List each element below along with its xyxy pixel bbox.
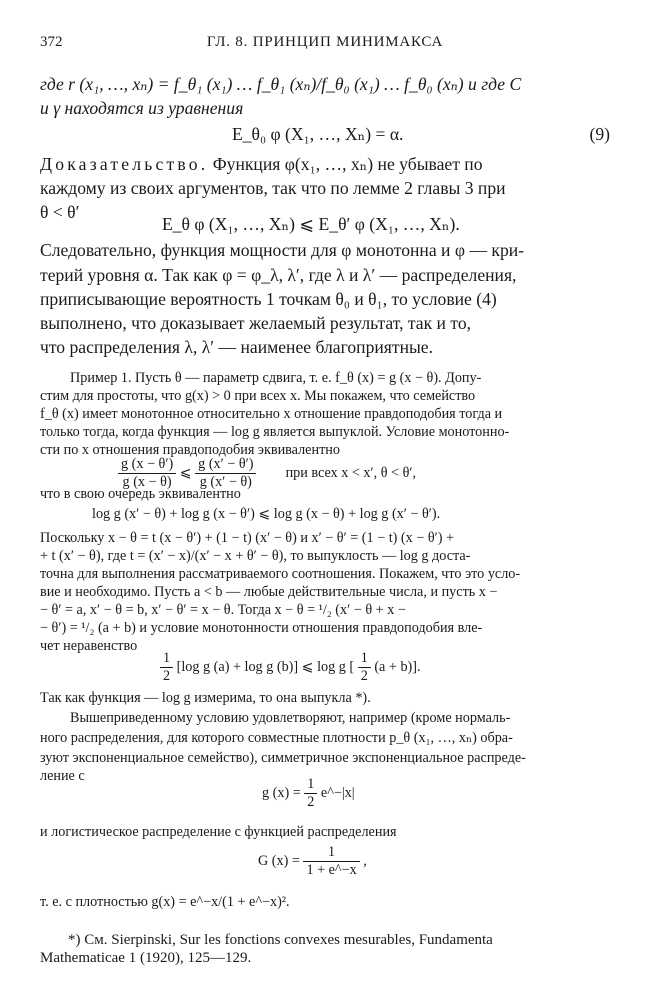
equation-text: G (x) = [258,852,300,869]
example-line: т. е. с плотностью g(x) = e^−x/(1 + e^−x)². [40,894,290,910]
text-line: терий уровня α. Так как φ = φ_λ, λ′, где λ и λ′ — распределения, [40,265,517,285]
example-line: зуют экспоненциальное семейство), симметричное экспоненциальное распреде- [40,750,526,766]
text-line: каждому из своих аргументов, так что по лемме 2 главы 3 при [40,178,506,198]
fraction-numerator: 1 [160,650,173,668]
footnote-line: *) См. Sierpinski, Sur les fonctions convexes mesurables, Fundamenta [68,932,493,948]
example-line: точна для выполнения рассматриваемого соотношения. Покажем, что это усло- [40,566,521,582]
text-span: Функция φ(x₁, …, xₙ) не убывает по [208,154,483,174]
equation-text: (a + b)]. [374,658,421,675]
page-number: 372 [40,34,63,50]
fraction [303,844,359,879]
text-line: θ < θ′ [40,202,80,222]
text-line: и γ находятся из уравнения [40,98,244,118]
equation-number: (9) [589,124,610,144]
running-title: ГЛ. 8. ПРИНЦИП МИНИМАКСА [206,34,444,50]
text-line: где r (x₁, …, xₙ) = f_θ₁ (x₁) … f_θ₁ (xₙ)/f_θ₀ (x₁) … f_θ₀ (xₙ) и где C [40,74,522,94]
example-line: Пример 1. Пусть θ — параметр сдвига, т. е. f_θ (x) = g (x − θ). Допу- [70,370,482,386]
example-line: Так как функция — log g измерима, то она выпукла *). [40,690,371,706]
equation-text: e^−|x| [320,784,355,801]
fraction-numerator: 1 [304,776,317,794]
fraction-denominator: g (x − θ) [122,474,172,491]
text-line: что распределения λ, λ′ — наименее благоприятные. [40,337,434,357]
equation [262,776,355,811]
equation [160,650,421,685]
fraction-numerator: 1 [303,844,359,862]
equation-text: , [363,852,367,869]
example-line: и логистическое распределение с функцией распределения [40,824,397,840]
fraction-numerator: 1 [358,650,371,668]
example-line: вие и необходимо. Пусть a < b — любые действительные числа, и пусть x − [40,584,498,600]
example-line: чет неравенство [40,638,138,654]
equation-text: [log g (a) + log g (b)] ⩽ log g [ [176,658,355,675]
fraction-denominator: 1 + e^−x [306,862,357,879]
proof-heading: Доказательство. [40,154,209,174]
equation: E_θ φ (X₁, …, Xₙ) ⩽ E_θ′ φ (X₁, …, Xₙ). [162,214,460,234]
example-line: что в свою очередь эквивалентно [40,486,241,502]
page-header [40,34,610,56]
fraction [160,650,173,685]
fraction [304,776,317,811]
text-line: выполнено, что доказывает желаемый результат, так и то, [40,313,472,333]
example-line: ление с [40,768,85,784]
example-line: f_θ (x) имеет монотонное относительно x отношение правдоподобия тогда и [40,406,503,422]
equation-text: g (x) = [262,784,301,801]
footnote-line: Mathematicae 1 (1920), 125—129. [40,950,252,966]
condition-text: при всех x < x′, θ < θ′, [285,464,417,481]
example-line: Вышеприведенному условию удовлетворяют, например (кроме нормаль- [70,710,511,726]
example-line: − θ′) = ¹/₂ (a + b) и условие монотонности отношения правдоподобия вле- [40,620,483,636]
example-line: стим для простоты, что g(x) > 0 при всех x. Мы покажем, что семейство [40,388,476,404]
fraction-numerator: g (x − θ′) [118,456,176,474]
example-line: − θ′ = a, x′ − θ = b, x′ − θ′ = x − θ. Тогда x − θ = ¹/₂ (x′ − θ + x − [40,602,406,618]
example-line: только тогда, когда функция — log g является выпуклой. Условие монотонно- [40,424,510,440]
leq-sign: ⩽ [179,464,192,481]
text-line [40,154,483,175]
fraction-denominator: 2 [163,668,171,685]
fraction-denominator: 2 [307,794,315,811]
text-line: Следовательно, функция мощности для φ монотонна и φ — кри- [40,240,525,260]
equation: log g (x′ − θ) + log g (x − θ′) ⩽ log g (x − θ) + log g (x′ − θ′). [92,506,441,522]
fraction-denominator: 2 [360,668,368,685]
text-line: приписывающие вероятность 1 точкам θ₀ и θ₁, то условие (4) [40,289,497,309]
example-line: Поскольку x − θ = t (x − θ′) + (1 − t) (x′ − θ) и x′ − θ′ = (1 − t) (x − θ′) + [40,530,454,546]
example-line: ного распределения, для которого совместные плотности p_θ (x₁, …, xₙ) обра- [40,730,513,746]
equation [258,844,367,879]
fraction-numerator: g (x′ − θ′) [195,456,256,474]
fraction [358,650,371,685]
equation: E_θ₀ φ (X₁, …, Xₙ) = α. [232,124,404,144]
example-line: + t (x′ − θ), где t = (x′ − x)/(x′ − x + θ′ − θ), то выпуклость — log g доста- [40,548,471,564]
fraction-denominator: g (x′ − θ) [199,474,252,491]
example-line: сти по x отношения правдоподобия эквивалентно [40,442,340,458]
